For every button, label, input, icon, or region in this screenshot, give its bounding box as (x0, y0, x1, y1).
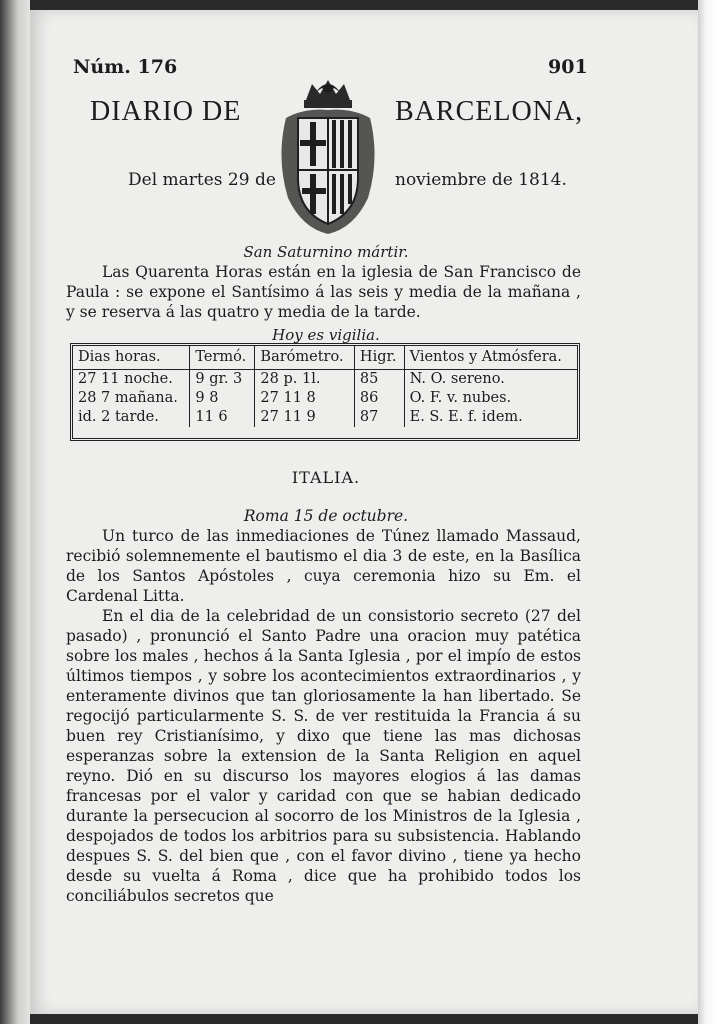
forty-hours-notice: Las Quarenta Horas están en la iglesia de San Francisco de Paula : se expone el Santísimo á las seis y media de la mañana , y se reserva á las quatro y media de la tarde. (66, 263, 581, 321)
col-days-hours: Dias horas. (73, 346, 190, 370)
issue-date-left: Del martes 29 de (128, 170, 276, 190)
col-thermometer: Termó. (190, 346, 255, 370)
table-cell: O. F. v. nubes. (409, 390, 512, 406)
table-cell: E. S. E. f. idem. (409, 409, 523, 425)
table-cell: 28 p. 1l. (255, 370, 355, 390)
table-row (73, 370, 577, 390)
table-row (73, 389, 577, 408)
page-edge (698, 0, 717, 1024)
table-cell: 9 8 (190, 389, 255, 408)
table-cell: 27 11 9 (255, 408, 355, 427)
weather-table (70, 343, 580, 441)
weather-header-row (73, 346, 577, 370)
table-row (73, 408, 577, 427)
table-cell: 9 gr. 3 (190, 370, 255, 390)
article-paragraph-1: Un turco de las inmediaciones de Túnez llamado Massaud, recibió solemnemente el bautismo el dia 3 de este, en la Basílica de los Santos Apóstoles , cuya ceremonia hizo su Em. el Cardenal Litta. (66, 527, 581, 605)
masthead-title-left: DIARIO DE (90, 96, 242, 127)
section-heading: ITALIA. (291, 468, 361, 487)
col-winds: Vientos y Atmósfera. (404, 346, 577, 370)
issue-date-right: noviembre de 1814. (395, 170, 567, 190)
col-hygrometer: Higr. (354, 346, 404, 370)
table-cell: 27 11 noche. (73, 370, 190, 390)
saint-of-day: San Saturnino mártir. (243, 243, 409, 261)
table-cell: N. O. sereno. (409, 371, 505, 387)
table-cell: 86 (354, 389, 404, 408)
col-barometer: Barómetro. (255, 346, 355, 370)
book-gutter (0, 0, 30, 1024)
masthead-title-right: BARCELONA, (395, 96, 584, 127)
article-dateline: Roma 15 de octubre. (243, 507, 409, 525)
table-cell: 11 6 (190, 408, 255, 427)
vigil-notice: Hoy es vigilia. (272, 326, 380, 344)
table-cell: 85 (354, 370, 404, 390)
article-paragraph-2: En el dia de la celebridad de un consistorio secreto (27 del pasado) , pronunció el Santo Padre una oracion muy patética sobre los males , hechos á la Santa Iglesia , por el impío de estos últimos tiempos , y sobre los acontecimientos extraordinarios , y enteramente divinos que tan gloriosamente la han libertado. Se regocijó particularmente S. S. de ver restituida la Francia á su buen rey Cristianísimo, y dixo que tiene las mas dichosas esperanzas sobre la extension de la Santa Religion en aquel reyno. Dió en su discurso los mayores elogios á las damas francesas por el valor y caridad con que se habian dedicado durante la persecucion al socorro de los Ministros de la Iglesia , despojados de todos los arbitrios para su subsistencia. Hablando despues S. S. del bien que , con el favor divino , tiene ya hecho desde su vuelta á Roma , dice que ha prohibido todos los conciliábulos secretos que (66, 607, 581, 905)
table-cell: id. 2 tarde. (73, 408, 190, 427)
table-cell: 87 (354, 408, 404, 427)
coat-of-arms-icon (272, 78, 384, 240)
table-cell: 28 7 mañana. (73, 389, 190, 408)
page-number: 901 (548, 56, 588, 78)
table-cell: 27 11 8 (255, 389, 355, 408)
issue-number: Núm. 176 (73, 56, 178, 78)
